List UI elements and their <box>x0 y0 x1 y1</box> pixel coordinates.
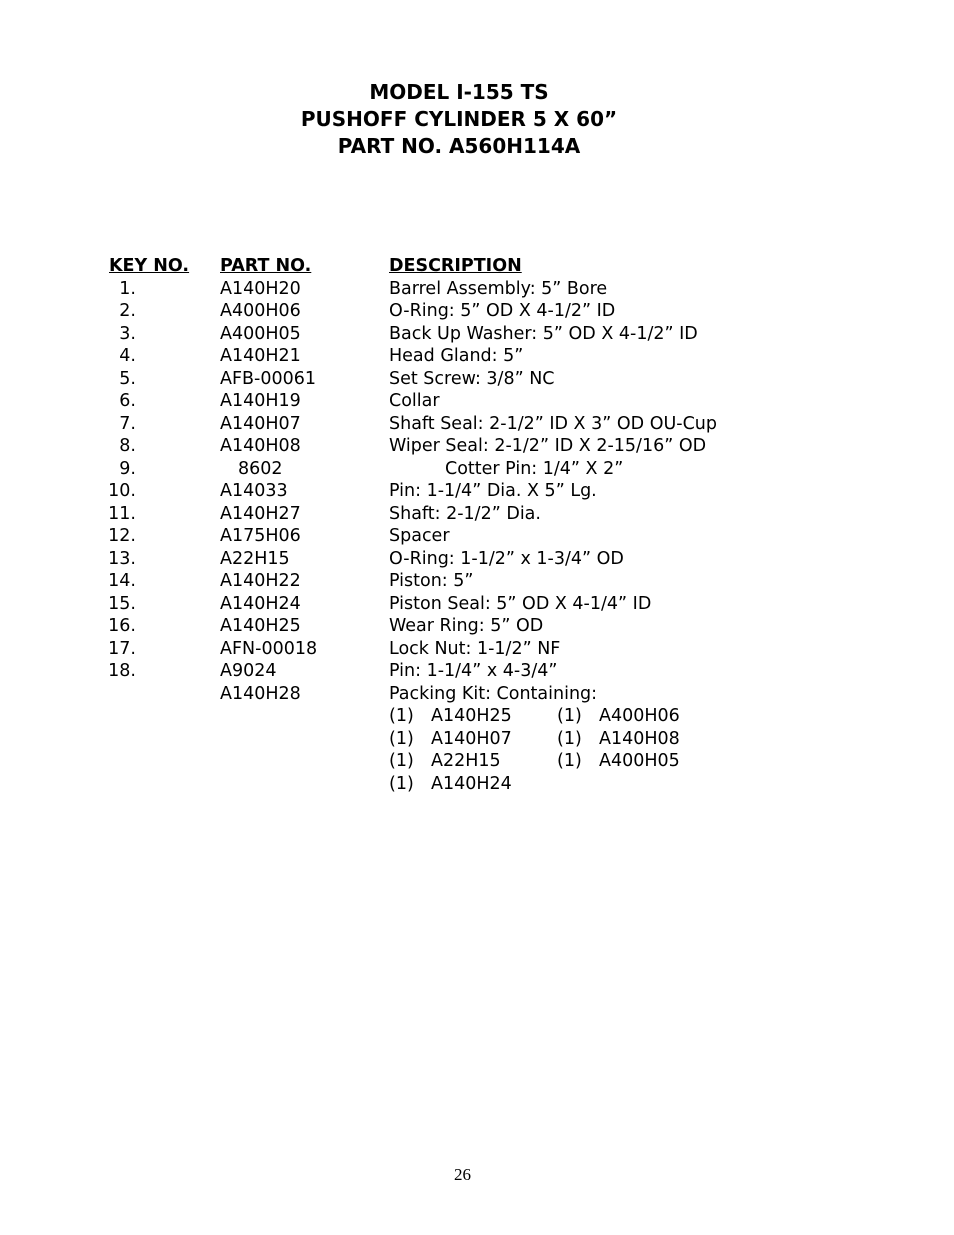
key-number: 2. <box>119 301 136 321</box>
part-description: Collar <box>389 391 440 411</box>
table-row <box>0 323 954 346</box>
key-number: 11. <box>108 503 136 524</box>
table-row <box>0 660 954 683</box>
table-row <box>0 480 954 503</box>
kit-item-row <box>0 705 954 728</box>
part-number: AFN-00018 <box>220 638 318 659</box>
key-number: 8. <box>119 436 136 456</box>
table-row <box>0 300 954 323</box>
kit-item-row <box>0 728 954 751</box>
kit-quantity: (1) <box>557 728 582 749</box>
kit-quantity: (1) <box>557 751 582 771</box>
part-description: Piston Seal: 5” OD X 4-1/4” ID <box>389 593 652 614</box>
key-number: 3. <box>119 323 136 344</box>
part-number: A22H15 <box>220 548 290 569</box>
header-key-no: KEY NO. <box>109 256 190 276</box>
part-description: Barrel Assembly: 5” Bore <box>389 278 608 299</box>
kit-part-number: A400H06 <box>599 706 680 726</box>
key-number: 13. <box>108 548 136 569</box>
kit-quantity: (1) <box>389 773 414 794</box>
table-header <box>0 255 954 278</box>
table-row <box>0 368 954 391</box>
table-row <box>0 615 954 638</box>
part-description: Piston: 5” <box>389 571 474 591</box>
kit-part-number: A140H25 <box>431 706 512 726</box>
title-cylinder: PUSHOFF CYLINDER 5 X 60” <box>300 107 618 131</box>
part-number: AFB-00061 <box>220 368 317 389</box>
key-number: 18. <box>108 661 136 681</box>
title-part-number: PART NO. A560H114A <box>337 134 581 158</box>
part-description: Wear Ring: 5” OD <box>389 616 544 636</box>
key-number: 4. <box>119 346 136 366</box>
part-number: A400H06 <box>220 301 301 321</box>
parts-table <box>0 255 954 795</box>
table-row <box>0 458 954 481</box>
kit-part-number: A140H24 <box>431 773 512 794</box>
part-number: A140H24 <box>220 593 301 614</box>
kit-part-number: A400H05 <box>599 751 680 771</box>
part-description: O-Ring: 1-1/2” x 1-3/4” OD <box>389 548 624 569</box>
key-number: 1. <box>119 278 136 299</box>
part-number: A140H27 <box>220 503 301 524</box>
header-description: DESCRIPTION <box>389 256 522 276</box>
part-description: Head Gland: 5” <box>389 346 524 366</box>
title-model: MODEL I-155 TS <box>369 80 549 104</box>
table-row <box>0 593 954 616</box>
key-number: 9. <box>119 458 136 479</box>
table-row <box>0 413 954 436</box>
table-row <box>0 638 954 661</box>
table-row <box>0 570 954 593</box>
key-number: 5. <box>119 368 136 389</box>
part-description: Wiper Seal: 2-1/2” ID X 2-15/16” OD <box>389 436 707 456</box>
part-number: A140H25 <box>220 616 301 636</box>
table-row-packing-kit <box>0 683 954 706</box>
part-number: A140H22 <box>220 571 301 591</box>
kit-quantity: (1) <box>557 706 582 726</box>
kit-part-number: A140H08 <box>599 728 680 749</box>
part-description: Spacer <box>389 526 450 546</box>
key-number: 14. <box>108 571 136 591</box>
part-description: Packing Kit: Containing: <box>389 683 598 704</box>
table-row <box>0 435 954 458</box>
table-row <box>0 503 954 526</box>
kit-item-row <box>0 773 954 796</box>
part-description: Pin: 1-1/4” Dia. X 5” Lg. <box>389 481 597 501</box>
kit-part-number: A140H07 <box>431 728 512 749</box>
table-row <box>0 278 954 301</box>
kit-quantity: (1) <box>389 706 414 726</box>
kit-quantity: (1) <box>389 728 414 749</box>
kit-part-number: A22H15 <box>431 751 501 771</box>
key-number: 12. <box>108 526 136 546</box>
part-description: Pin: 1-1/4” x 4-3/4” <box>389 661 558 681</box>
part-description: Lock Nut: 1-1/2” NF <box>389 638 561 659</box>
part-number: 8602 <box>238 458 283 479</box>
header-part-no: PART NO. <box>220 256 312 276</box>
key-number: 7. <box>119 413 136 434</box>
part-number: A9024 <box>220 661 277 681</box>
kit-item-row <box>0 750 954 773</box>
part-number: A400H05 <box>220 323 301 344</box>
page-number: 26 <box>454 1165 471 1184</box>
table-row <box>0 345 954 368</box>
table-row <box>0 525 954 548</box>
part-description: Cotter Pin: 1/4” X 2” <box>445 458 624 479</box>
part-description: O-Ring: 5” OD X 4-1/2” ID <box>389 301 616 321</box>
part-description: Back Up Washer: 5” OD X 4-1/2” ID <box>389 323 698 344</box>
key-number: 16. <box>108 616 136 636</box>
part-number: A140H19 <box>220 391 301 411</box>
part-number: A14033 <box>220 481 288 501</box>
part-number: A140H07 <box>220 413 301 434</box>
part-number: A140H08 <box>220 436 301 456</box>
key-number: 17. <box>108 638 136 659</box>
part-description: Shaft Seal: 2-1/2” ID X 3” OD OU-Cup <box>389 413 718 434</box>
kit-quantity: (1) <box>389 751 414 771</box>
part-description: Set Screw: 3/8” NC <box>389 368 555 389</box>
table-row <box>0 548 954 571</box>
part-number: A140H21 <box>220 346 301 366</box>
document-title <box>0 79 918 160</box>
part-number: A175H06 <box>220 526 301 546</box>
part-number: A140H20 <box>220 278 301 299</box>
key-number: 15. <box>108 593 136 614</box>
part-number: A140H28 <box>220 683 301 704</box>
key-number: 6. <box>119 391 136 411</box>
table-row <box>0 390 954 413</box>
part-description: Shaft: 2-1/2” Dia. <box>389 503 541 524</box>
key-number: 10. <box>108 481 136 501</box>
